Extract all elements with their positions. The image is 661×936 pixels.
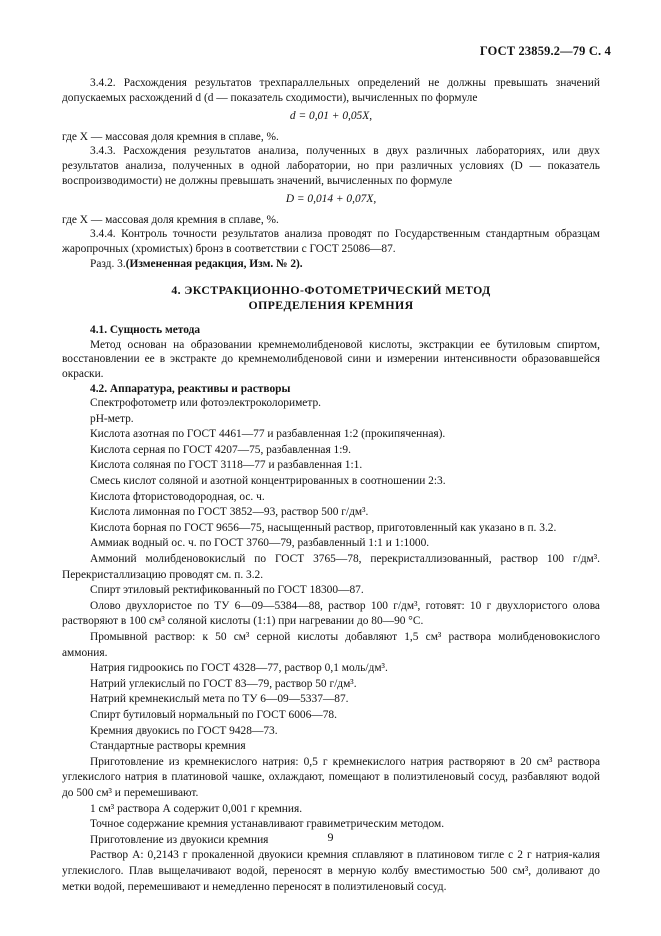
formula-d: d = 0,01 + 0,05X, — [289, 110, 373, 123]
document-body — [62, 76, 600, 895]
list-item: Кислота лимонная по ГОСТ 3852—93, раствор 500 г/дм³. — [90, 506, 369, 519]
list-item: Кислота серная по ГОСТ 4207—75, разбавленная 1:9. — [90, 443, 351, 456]
list-item: Кислота фтористоводородная, ос. ч. — [90, 490, 265, 503]
list-item: Аммоний молибденовокислый по ГОСТ 3765—78, перекристаллизованный, раствор 100 г/дм³. Перекристаллизацию проводят см. п. 3.2. — [62, 553, 600, 581]
clause-3-4-4: 3.4.4. Контроль точности результатов анализа проводят по Государственным стандартным образцам жаропрочных (хромистых) бронз в соответствии с ГОСТ 25086—87. — [62, 228, 600, 255]
list-item: Приготовление из двуокиси кремния — [90, 833, 269, 846]
page-number: 9 — [327, 830, 334, 844]
list-item: Натрия гидроокись по ГОСТ 4328—77, раствор 0,1 моль/дм³. — [90, 662, 388, 675]
list-item: Спирт этиловый ректификованный по ГОСТ 18300—87. — [90, 584, 364, 597]
clause-3-4-3: 3.4.3. Расхождения результатов анализа, полученных в двух различных лабораториях, или двух результатов анализа, полученных в одной лаборатории, но при различных условиях (D — показатель воспроизводимости) не должны превышать значений, вычисленных по формуле — [62, 145, 600, 187]
reagents-list — [62, 396, 600, 895]
section-4-heading-line2: ОПРЕДЕЛЕНИЯ КРЕМНИЯ — [248, 298, 414, 313]
list-item: Приготовление из кремнекислого натрия: 0,5 г кремнекислого натрия растворяют в 20 см³ раствора углекислого натрия в платиновой чашке, охлаждают, помещают в полиэтиленовый сосуд, разбавляют водой до 500 см³ и перемешивают. — [62, 755, 600, 799]
revision-note-bold: (Измененная редакция, Изм. № 2). — [125, 257, 303, 270]
subsection-4-1-title: 4.1. Сущность метода — [90, 324, 201, 337]
list-item: 1 см³ раствора А содержит 0,001 г кремния. — [90, 802, 303, 815]
clause-3-4-2: 3.4.2. Расхождения результатов трехпараллельных определений не должны превышать значений допускаемых расхождений d (d — показатель сходимости), вычисленных по формуле — [62, 77, 600, 104]
section-4-heading-line1: 4. ЭКСТРАКЦИОННО-ФОТОМЕТРИЧЕСКИЙ МЕТОД — [171, 283, 491, 298]
list-item: Кислота азотная по ГОСТ 4461—77 и разбавленная 1:2 (прокипяченная). — [90, 428, 446, 441]
list-item: Смесь кислот соляной и азотной концентрированных в соотношении 2:3. — [90, 475, 446, 488]
list-item: Аммиак водный ос. ч. по ГОСТ 3760—79, разбавленный 1:1 и 1:1000. — [90, 537, 430, 550]
revision-note-prefix: Разд. 3. — [90, 257, 126, 270]
formula-D-explanation: где X — массовая доля кремния в сплаве, %. — [62, 213, 279, 226]
list-item: Натрий углекислый по ГОСТ 83—79, раствор 50 г/дм³. — [90, 677, 357, 690]
formula-D: D = 0,014 + 0,07X, — [285, 193, 377, 206]
revision-note — [62, 257, 600, 272]
list-item: Раствор А: 0,2143 г прокаленной двуокиси кремния сплавляют в платиновом тигле с 2 г натрия-калия углекислого. Плав выщелачивают водой, переносят в мерную колбу вместимостью 500 см³, доливают до метки водой, перемешивают и немедленно переносят в полиэтиленовый сосуд. — [62, 849, 600, 893]
list-item: Спирт бутиловый нормальный по ГОСТ 6006—78. — [90, 708, 337, 721]
list-item: Кислота борная по ГОСТ 9656—75, насыщенный раствор, приготовленный как указано в п. 3.2. — [90, 521, 557, 534]
section-4-heading — [62, 283, 600, 313]
subsection-4-1-text: Метод основан на образовании кремнемолибденовой кислоты, экстракции ее бутиловым спиртом, восстановлении ее в экстракте до кремнемолибденовой сини и измерении интенсивности образовавшейся окраски. — [62, 338, 600, 380]
list-item: Кремния двуокись по ГОСТ 9428—73. — [90, 724, 278, 737]
list-item: Олово двухлористое по ТУ 6—09—5384—88, раствор 100 г/дм³, готовят: 10 г двухлористого олова растворяют в 100 см³ соляной кислоты (1:1) при нагревании до 80—90 °С. — [62, 599, 600, 628]
list-item: Промывной раствор: к 50 см³ серной кислоты добавляют 1,5 см³ раствора молибденовокислого аммония. — [62, 631, 600, 659]
list-item: Стандартные растворы кремния — [90, 740, 246, 753]
subsection-4-2-title: 4.2. Аппаратура, реактивы и растворы — [90, 382, 291, 395]
page-header: ГОСТ 23859.2—79 С. 4 — [479, 44, 611, 58]
list-item: pH-метр. — [90, 412, 134, 425]
list-item: Натрий кремнекислый мета по ТУ 6—09—5337—87. — [90, 693, 349, 706]
list-item: Кислота соляная по ГОСТ 3118—77 и разбавленная 1:1. — [90, 459, 363, 472]
list-item: Точное содержание кремния устанавливают гравиметрическим методом. — [90, 818, 445, 831]
list-item: Спектрофотометр или фотоэлектроколориметр. — [90, 397, 322, 410]
formula-d-explanation: где X — массовая доля кремния в сплаве, %. — [62, 130, 279, 143]
